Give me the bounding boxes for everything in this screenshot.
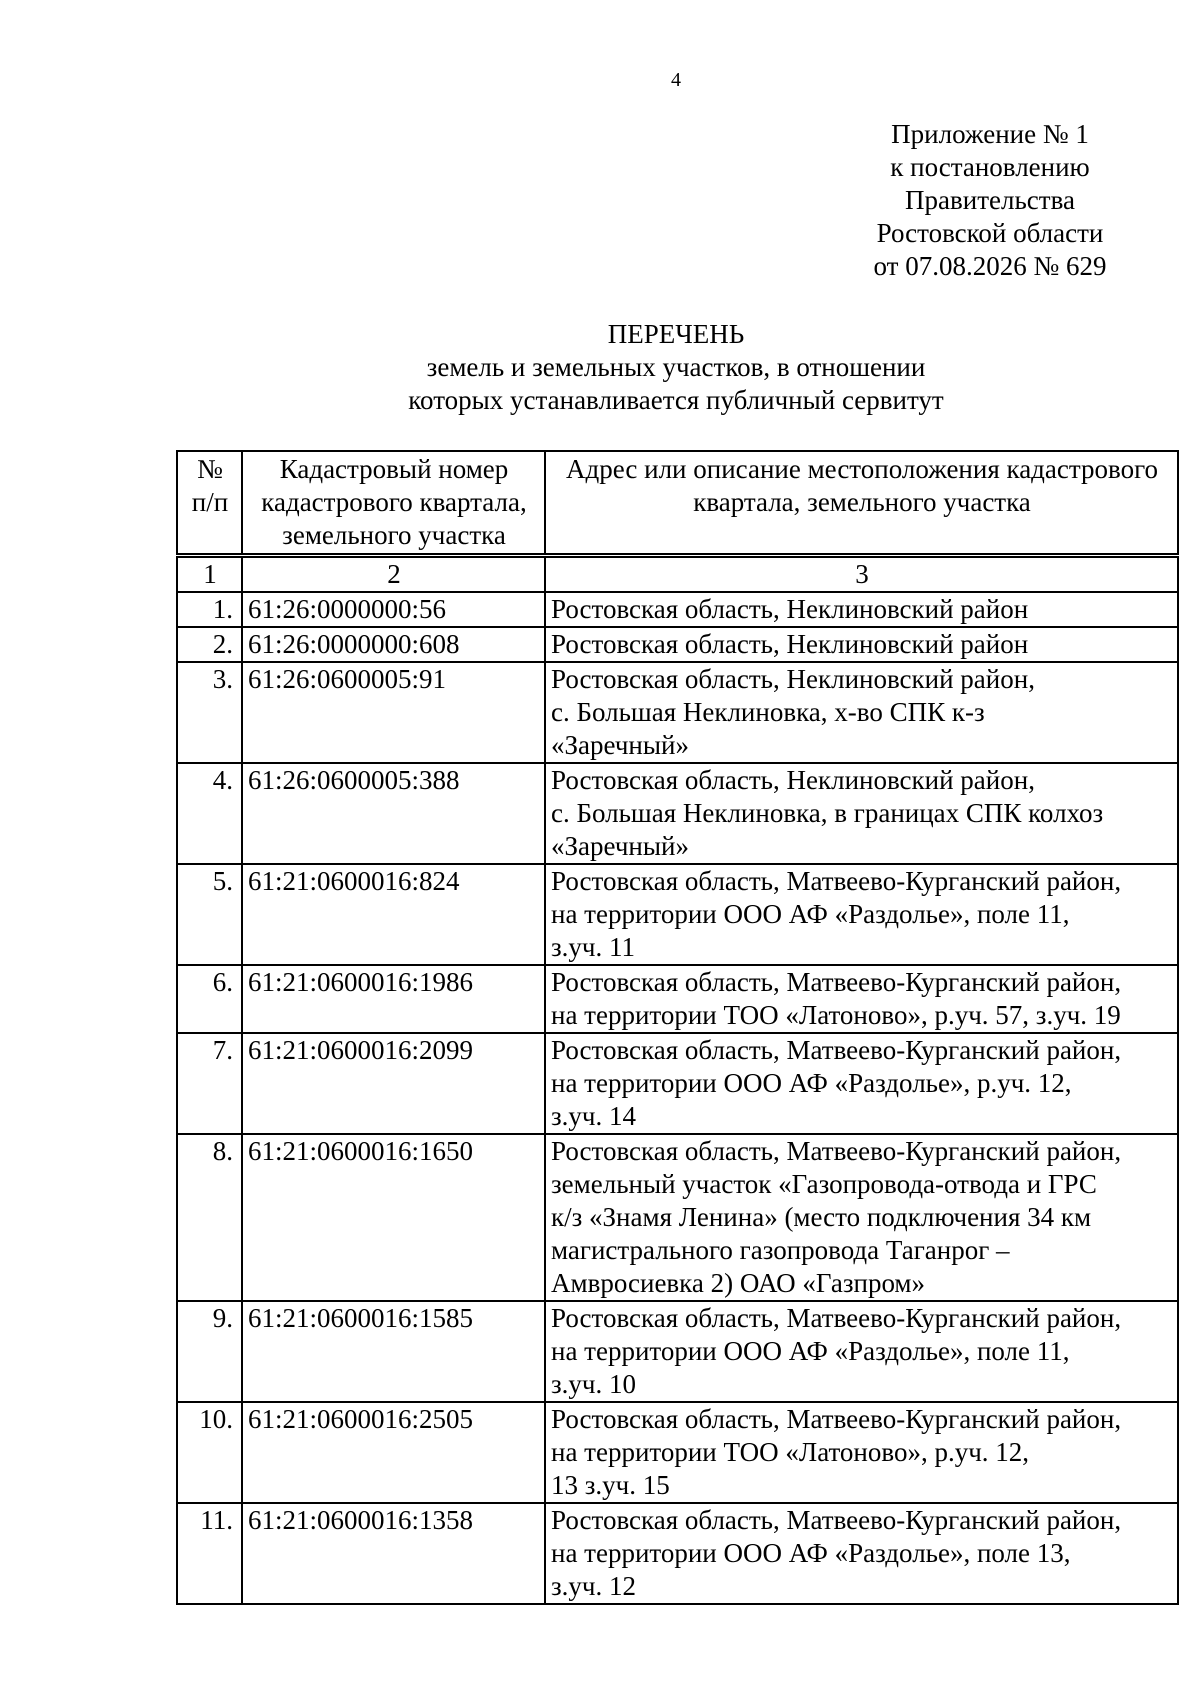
address-line: с. Большая Неклиновка, в границах СПК колхоз bbox=[551, 798, 1104, 828]
address-line: Ростовская область, Матвеево-Курганский район, bbox=[551, 1404, 1122, 1434]
address-line: с. Большая Неклиновка, х-во СПК к-з bbox=[551, 697, 985, 727]
address-cell bbox=[545, 1134, 1178, 1301]
address-line: з.уч. 14 bbox=[551, 1101, 636, 1131]
row-number: 8. bbox=[177, 1134, 242, 1301]
column-number: 3 bbox=[545, 556, 1178, 593]
address-line: Ростовская область, Неклиновский район, bbox=[551, 664, 1035, 694]
cadastral-number: 61:21:0600016:1650 bbox=[242, 1134, 545, 1301]
table-row bbox=[177, 1402, 1178, 1503]
title-line: которых устанавливается публичный сервитут bbox=[408, 385, 944, 415]
address-line: Ростовская область, Матвеево-Курганский район, bbox=[551, 1136, 1122, 1166]
address-cell bbox=[545, 864, 1178, 965]
address-line: на территории ТОО «Латоново», р.уч. 12, bbox=[551, 1437, 1030, 1467]
row-number: 9. bbox=[177, 1301, 242, 1402]
address-cell bbox=[545, 662, 1178, 763]
row-number: 2. bbox=[177, 627, 242, 662]
address-line: на территории ТОО «Латоново», р.уч. 57, з.уч. 19 bbox=[551, 1000, 1121, 1030]
address-line: Ростовская область, Матвеево-Курганский район, bbox=[551, 1303, 1122, 1333]
cadastral-number: 61:21:0600016:2099 bbox=[242, 1033, 545, 1134]
column-number: 2 bbox=[242, 556, 545, 593]
table-row bbox=[177, 1134, 1178, 1301]
address-cell bbox=[545, 965, 1178, 1033]
row-number: 7. bbox=[177, 1033, 242, 1134]
address-cell bbox=[545, 627, 1178, 662]
cadastral-number: 61:26:0000000:56 bbox=[242, 592, 545, 627]
appendix-line: Приложение № 1 bbox=[891, 119, 1089, 149]
address-line: Ростовская область, Неклиновский район bbox=[551, 594, 1029, 624]
cadastral-number: 61:21:0600016:1358 bbox=[242, 1503, 545, 1604]
address-cell bbox=[545, 592, 1178, 627]
table-row bbox=[177, 1503, 1178, 1604]
row-number: 5. bbox=[177, 864, 242, 965]
address-line: на территории ООО АФ «Раздолье», поле 13, bbox=[551, 1538, 1071, 1568]
address-line: «Заречный» bbox=[551, 831, 689, 861]
address-cell bbox=[545, 1503, 1178, 1604]
appendix-line: Ростовской области bbox=[876, 218, 1104, 248]
address-line: Ростовская область, Матвеево-Курганский район, bbox=[551, 967, 1122, 997]
land-plots-table bbox=[176, 450, 1179, 1605]
address-line: з.уч. 12 bbox=[551, 1571, 636, 1601]
table-row bbox=[177, 662, 1178, 763]
address-line: з.уч. 10 bbox=[551, 1369, 636, 1399]
address-line: Ростовская область, Неклиновский район, bbox=[551, 765, 1035, 795]
appendix-line: от 07.08.2026 № 629 bbox=[873, 251, 1107, 281]
cadastral-number: 61:21:0600016:2505 bbox=[242, 1402, 545, 1503]
title-line: земель и земельных участков, в отношении bbox=[426, 352, 926, 382]
address-line: Амвросиевка 2) ОАО «Газпром» bbox=[551, 1268, 926, 1298]
address-cell bbox=[545, 1033, 1178, 1134]
row-number: 3. bbox=[177, 662, 242, 763]
column-number: 1 bbox=[177, 556, 242, 593]
table-row bbox=[177, 763, 1178, 864]
cadastral-number: 61:26:0600005:91 bbox=[242, 662, 545, 763]
address-line: Ростовская область, Матвеево-Курганский район, bbox=[551, 1505, 1122, 1535]
address-line: на территории ООО АФ «Раздолье», поле 11, bbox=[551, 1336, 1070, 1366]
row-number: 4. bbox=[177, 763, 242, 864]
table-body bbox=[177, 556, 1178, 1605]
appendix-line: к постановлению bbox=[890, 152, 1090, 182]
row-number: 1. bbox=[177, 592, 242, 627]
header-address: Адрес или описание местоположения кадастрового квартала, земельного участка bbox=[545, 451, 1178, 556]
table-row bbox=[177, 864, 1178, 965]
address-line: магистрального газопровода Таганрог – bbox=[551, 1235, 1010, 1265]
address-cell bbox=[545, 1301, 1178, 1402]
address-line: к/з «Знамя Ленина» (место подключения 34 км bbox=[551, 1202, 1092, 1232]
header-number: № п/п bbox=[177, 451, 242, 556]
row-number: 11. bbox=[177, 1503, 242, 1604]
table-row bbox=[177, 965, 1178, 1033]
column-numbers-row bbox=[177, 556, 1178, 593]
address-line: 13 з.уч. 15 bbox=[551, 1470, 670, 1500]
address-line: Ростовская область, Неклиновский район bbox=[551, 629, 1029, 659]
address-cell bbox=[545, 1402, 1178, 1503]
table-header-row bbox=[177, 451, 1178, 556]
cadastral-number: 61:26:0600005:388 bbox=[242, 763, 545, 864]
table-row bbox=[177, 1301, 1178, 1402]
appendix-line: Правительства bbox=[905, 185, 1075, 215]
cadastral-number: 61:21:0600016:1986 bbox=[242, 965, 545, 1033]
table-row bbox=[177, 1033, 1178, 1134]
title-heading: ПЕРЕЧЕНЬ bbox=[607, 319, 745, 349]
address-line: на территории ООО АФ «Раздолье», р.уч. 12, bbox=[551, 1068, 1072, 1098]
appendix-reference bbox=[840, 118, 1140, 283]
address-line: з.уч. 11 bbox=[551, 932, 635, 962]
cadastral-number: 61:21:0600016:1585 bbox=[242, 1301, 545, 1402]
table-row bbox=[177, 592, 1178, 627]
address-line: земельный участок «Газопровода-отвода и ГРС bbox=[551, 1169, 1097, 1199]
address-line: Ростовская область, Матвеево-Курганский район, bbox=[551, 1035, 1122, 1065]
page-number: 4 bbox=[671, 69, 681, 91]
document-title bbox=[176, 318, 1176, 417]
header-cadastral-number: Кадастровый номер кадастрового квартала, земельного участка bbox=[242, 451, 545, 556]
address-line: Ростовская область, Матвеево-Курганский район, bbox=[551, 866, 1122, 896]
address-cell bbox=[545, 763, 1178, 864]
address-line: «Заречный» bbox=[551, 730, 689, 760]
table-row bbox=[177, 627, 1178, 662]
cadastral-number: 61:26:0000000:608 bbox=[242, 627, 545, 662]
row-number: 6. bbox=[177, 965, 242, 1033]
cadastral-number: 61:21:0600016:824 bbox=[242, 864, 545, 965]
address-line: на территории ООО АФ «Раздолье», поле 11, bbox=[551, 899, 1070, 929]
row-number: 10. bbox=[177, 1402, 242, 1503]
